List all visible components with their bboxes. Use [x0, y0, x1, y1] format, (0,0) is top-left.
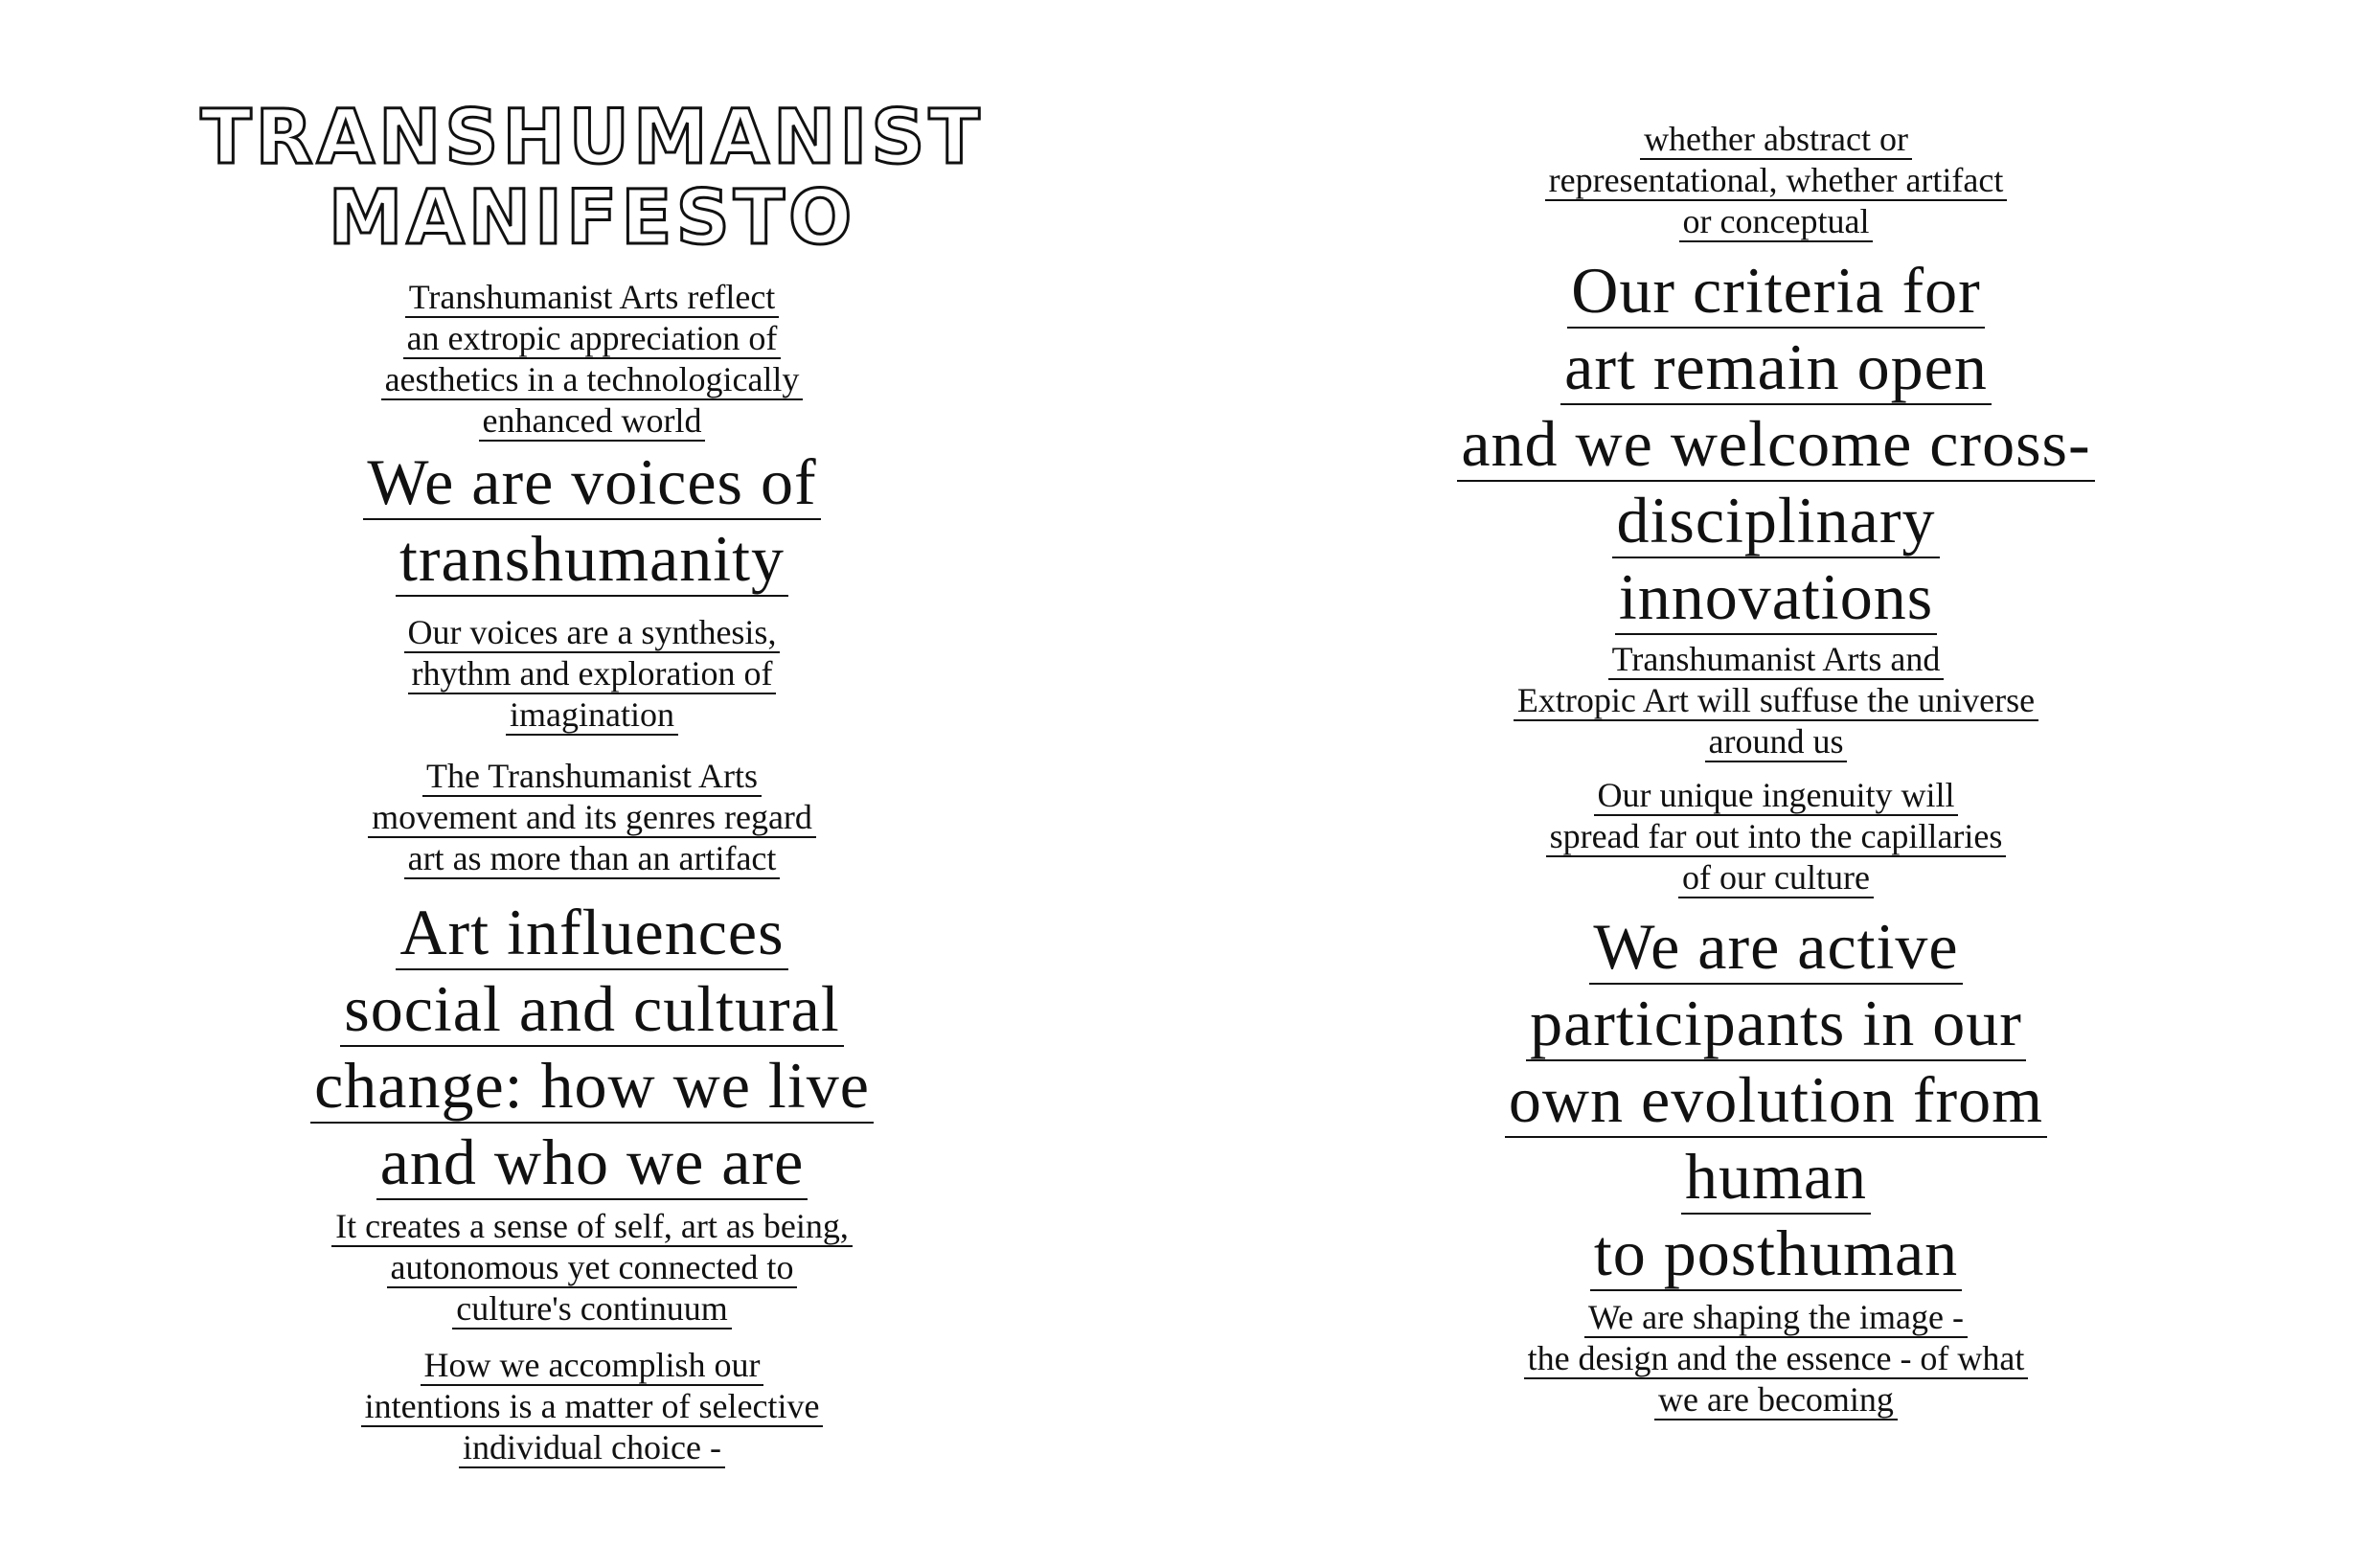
- text-line: How we accomplish our: [421, 1346, 764, 1386]
- text-line: art remain open: [1560, 330, 1992, 405]
- text-line: Art influences: [396, 896, 787, 970]
- text-line: an extropic appreciation of: [403, 319, 782, 359]
- text-line: We are shaping the image -: [1584, 1298, 1968, 1338]
- text-line: change: how we live: [310, 1049, 874, 1124]
- text-line: representational, whether artifact: [1545, 161, 2008, 201]
- text-line: culture's continuum: [452, 1289, 731, 1329]
- heading-art-influences: [0, 896, 1184, 1202]
- text-line: disciplinary: [1612, 484, 1939, 558]
- paragraph-aesthetics: [0, 278, 1184, 443]
- text-line: intentions is a matter of selective: [361, 1387, 824, 1427]
- text-line: enhanced world: [479, 401, 706, 442]
- text-line: and we welcome cross-: [1457, 407, 2094, 482]
- paragraph-self: [0, 1207, 1184, 1330]
- text-line: participants in our: [1526, 987, 2026, 1061]
- text-line: We are active: [1589, 910, 1962, 985]
- text-line: human: [1681, 1140, 1871, 1215]
- text-line: It creates a sense of self, art as being,: [331, 1207, 853, 1247]
- text-line: or conceptual: [1679, 202, 1874, 242]
- text-line: individual choice -: [459, 1428, 725, 1468]
- text-line: art as more than an artifact: [404, 839, 781, 879]
- paragraph-choice: [0, 1346, 1184, 1469]
- text-line: transhumanity: [396, 522, 788, 597]
- text-line: rhythm and exploration of: [408, 654, 777, 694]
- text-line: spread far out into the capillaries: [1546, 817, 2007, 857]
- paragraph-shaping: [1184, 1298, 2368, 1421]
- text-line: The Transhumanist Arts: [422, 757, 762, 797]
- text-line: whether abstract or: [1640, 120, 1912, 160]
- heading-voices: [0, 445, 1184, 599]
- paragraph-ingenuity: [1184, 776, 2368, 899]
- text-line: social and cultural: [340, 972, 843, 1047]
- text-line: the design and the essence - of what: [1524, 1339, 2029, 1379]
- manifesto-title: [0, 95, 1184, 261]
- text-line: Transhumanist Arts and: [1608, 640, 1945, 680]
- text-line: Extropic Art will suffuse the universe: [1514, 681, 2038, 721]
- text-line: innovations: [1615, 560, 1937, 635]
- text-line: we are becoming: [1654, 1380, 1898, 1420]
- paragraph-synthesis: [0, 613, 1184, 737]
- paragraph-movement: [0, 757, 1184, 880]
- text-line: Transhumanist Arts reflect: [405, 278, 780, 318]
- text-line: of our culture: [1678, 858, 1874, 898]
- text-line: autonomous yet connected to: [387, 1248, 798, 1288]
- title-line-2: MANIFESTO: [328, 175, 856, 261]
- heading-criteria: [1184, 254, 2368, 637]
- text-line: own evolution from: [1505, 1063, 2047, 1138]
- right-page: [1184, 0, 2368, 1568]
- text-line: aesthetics in a technologically: [381, 360, 804, 400]
- text-line: movement and its genres regard: [368, 798, 816, 838]
- paragraph-abstract: [1184, 120, 2368, 243]
- text-line: Our criteria for: [1567, 254, 1985, 329]
- text-line: imagination: [506, 695, 678, 736]
- paragraph-extropic: [1184, 640, 2368, 763]
- text-line: Our unique ingenuity will: [1594, 776, 1959, 816]
- title-line-1: TRANSHUMANIST: [200, 95, 984, 181]
- text-line: We are voices of: [363, 445, 820, 520]
- text-line: and who we are: [376, 1125, 808, 1200]
- text-line: Our voices are a synthesis,: [404, 613, 781, 653]
- heading-participants: [1184, 910, 2368, 1293]
- text-line: to posthuman: [1590, 1216, 1962, 1291]
- text-line: around us: [1705, 722, 1848, 762]
